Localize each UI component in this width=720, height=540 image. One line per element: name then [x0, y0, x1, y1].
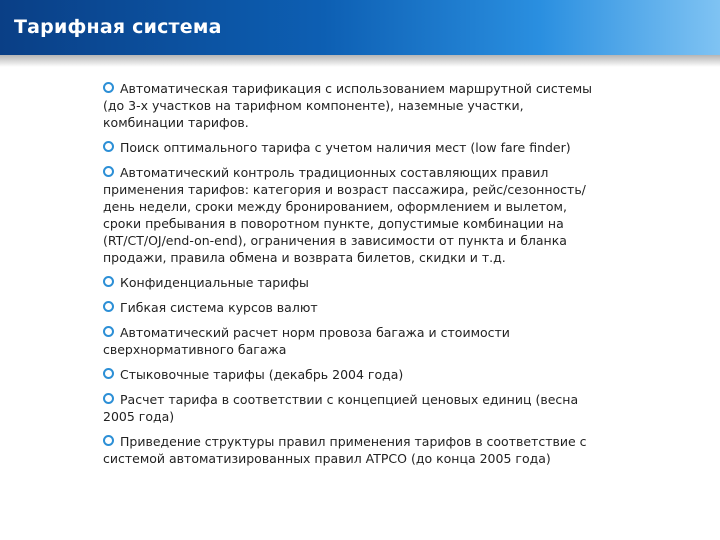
ring-bullet-icon	[103, 141, 114, 152]
list-item: Автоматическая тарификация с использованием маршрутной системы (до 3-х участков на тарифном компоненте), наземные участки, комбинации тарифов.	[103, 81, 593, 130]
bullet-list	[103, 80, 597, 475]
ring-bullet-icon	[103, 435, 114, 446]
list-item: Автоматический расчет норм провоза багажа и стоимости сверхнормативного багажа	[103, 325, 510, 357]
list-item: Приведение структуры правил применения тарифов в соответствие с системой автоматизированных правил ATPCO (до конца 2005 года)	[103, 434, 587, 466]
ring-bullet-icon	[103, 301, 114, 312]
ring-bullet-icon	[103, 82, 114, 93]
list-item: Поиск оптимального тарифа с учетом наличия мест (low fare finder)	[103, 139, 597, 156]
ring-bullet-icon	[103, 326, 114, 337]
ring-bullet-icon	[103, 166, 114, 177]
list-item: Расчет тарифа в соответствии с концепцией ценовых единиц (весна 2005 года)	[103, 392, 579, 424]
title-bar-shadow	[0, 55, 720, 67]
ring-bullet-icon	[103, 368, 114, 379]
list-item: Конфиденциальные тарифы	[103, 274, 597, 291]
list-item: Гибкая система курсов валют	[103, 299, 597, 316]
list-item: Автоматический контроль традиционных составляющих правил применения тарифов: категория и возраст пассажира, рейс/сезонность/день недели, сроки между бронированием, оформлением и вылетом, сроки пребывания в поворотном пункте, допустимые комбинации на (RT/CT/OJ/end-on-end), ограничения в зависимости от пункта и бланка продажи, правила обмена и возврата билетов, скидки и т.д.	[103, 165, 586, 265]
ring-bullet-icon	[103, 393, 114, 404]
slide-title: Тарифная система	[14, 16, 222, 38]
list-item: Стыковочные тарифы (декабрь 2004 года)	[103, 366, 597, 383]
title-bar	[0, 0, 720, 55]
ring-bullet-icon	[103, 276, 114, 287]
